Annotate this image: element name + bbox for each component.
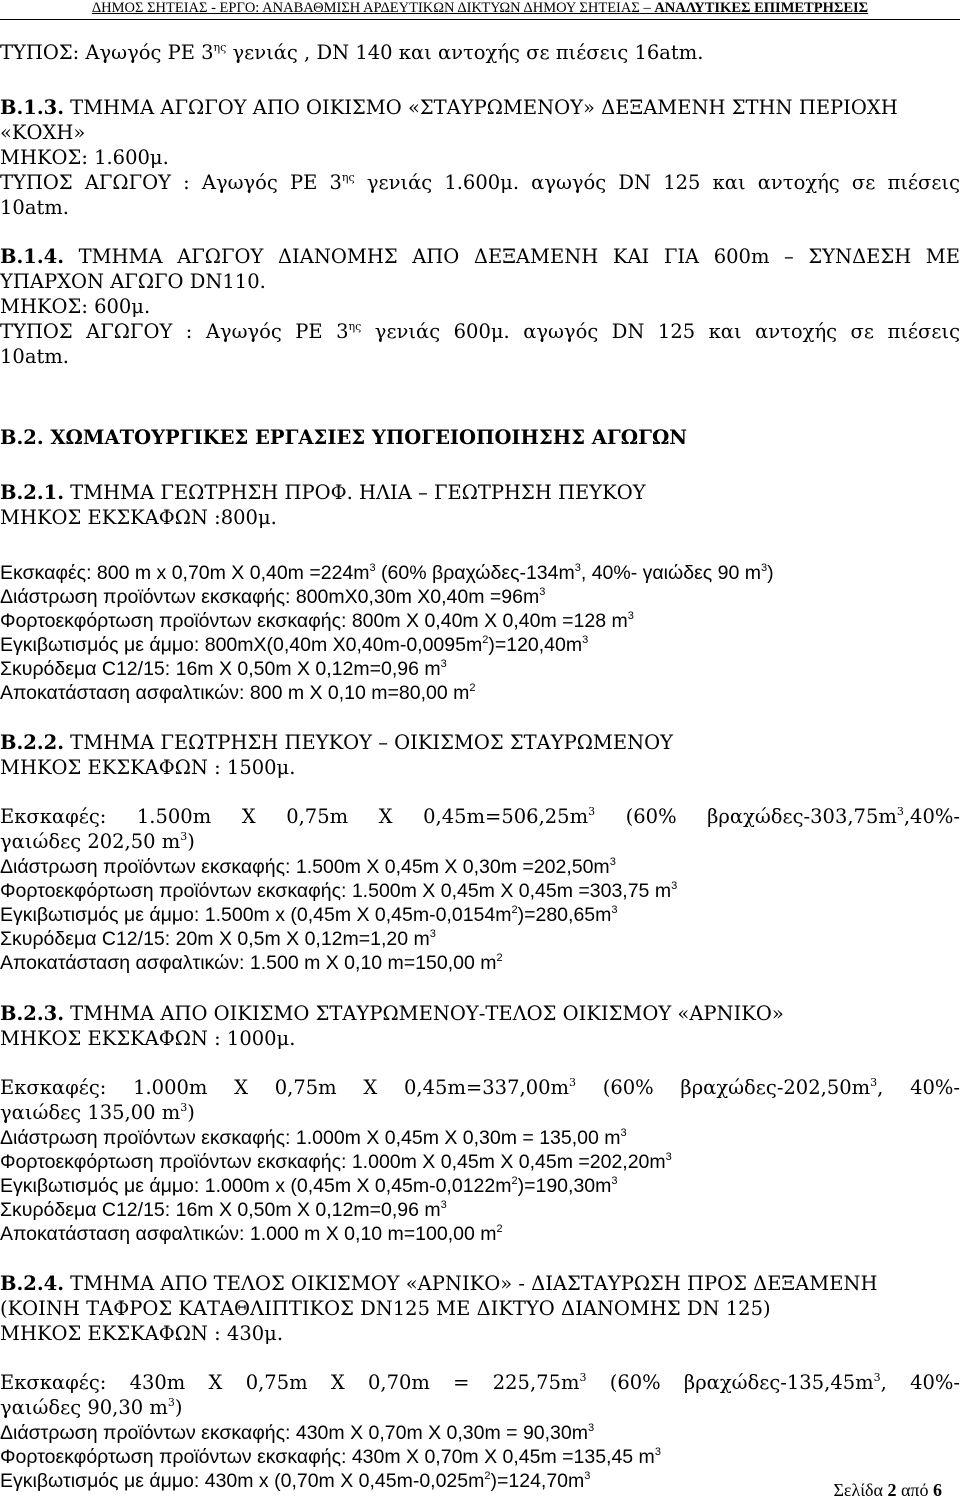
section-b24-length: ΜΗΚΟΣ ΕΚΣΚΑΦΩΝ : 430μ. [0,1322,284,1345]
section-b21-title: Β.2.1. ΤΜΗΜΑ ΓΕΩΤΡΗΣΗ ΠΡΟΦ. ΗΛΙΑ – ΓΕΩΤΡΗΣΗ ΠΕΥΚΟΥ [0,481,646,504]
b24-sand-bedding: Εγκιβωτισμός με άμμο: 430m x (0,70m X $0,45m-0,025m^2)=124,70m^3$ [0,1470,591,1492]
b23-spreading: Διάστρωση προϊόντων εκσκαφής: 1.000m X 0,45m X 0,30m = 135,00 $m^3$ [0,1127,627,1149]
b21-spreading: Διάστρωση προϊόντων εκσκαφής: 800mX0,30m $X0,40m =96m^3$ [0,586,546,608]
b23-excavation-cont: γαιώδες 135,00 $m^3$) [0,1101,195,1124]
section-b13-title: Β.1.3. ΤΜΗΜΑ ΑΓΩΓΟΥ ΑΠΟ ΟΙΚΙΣΜΟ «ΣΤΑΥΡΩΜΕΝΟΥ» ΔΕΞΑΜΕΝΗ ΣΤΗΝ ΠΕΡΙΟΧΗ [0,96,898,119]
header-project: ΕΡΓΟ: ΑΝΑΒΑΘΜΙΣΗ ΑΡΔΕΥΤΙΚΩΝ ΔΙΚΤΥΩΝ ΔΗΜΟΥ ΣΗΤΕΙΑΣ [219,0,640,16]
section-b23-title: Β.2.3. ΤΜΗΜΑ ΑΠΟ ΟΙΚΙΣΜΟ ΣΤΑΥΡΩΜΕΝΟΥ-ΤΕΛΟΣ ΟΙΚΙΣΜΟΥ «ΑΡΝΙΚΟ» [0,1002,784,1025]
section-b13-type-cont: 10atm. [0,196,69,219]
header-rule [0,19,960,20]
section-b23-length: ΜΗΚΟΣ ΕΚΣΚΑΦΩΝ : 1000μ. [0,1027,296,1050]
section-b14-title: Β.1.4. ΤΜΗΜΑ ΑΓΩΓΟΥ ΔΙΑΝΟΜΗΣ ΑΠΟ ΔΕΞΑΜΕΝΗ ΚΑΙ ΓΙΑ 600m – ΣΥΝΔΕΣΗ ΜΕ [0,245,960,268]
b23-loading: Φορτοεκφόρτωση προϊόντων εκσκαφής: 1.000m X 0,45m X $0,45m =202,20m^3$ [0,1151,672,1173]
b22-sand-bedding: Εγκιβωτισμός με άμμο: 1.500m x (0,45m X $0,45m-0,0154m^2)=280,65m^3$ [0,904,618,926]
b23-sand-bedding: Εγκιβωτισμός με άμμο: 1.000m x (0,45m X $0,45m-0,0122m^2)=190,30m^3$ [0,1175,618,1197]
b22-loading: Φορτοεκφόρτωση προϊόντων εκσκαφής: 1.500m X 0,45m X 0,45m =303,75 $m^3$ [0,880,678,902]
section-b24-title-cont: (ΚΟΙΝΗ ΤΑΦΡΟΣ ΚΑΤΑΘΛΙΠΤΙΚΟΣ DN125 ΜΕ ΔΙΚΤΥΟ ΔΙΑΝΟΜΗΣ DN 125) [0,1297,771,1320]
section-b22-length: ΜΗΚΟΣ ΕΚΣΚΑΦΩΝ : 1500μ. [0,756,296,779]
header-dash: – [639,0,655,16]
section-b14-length: ΜΗΚΟΣ: 600μ. [0,295,151,318]
section-b24-title: Β.2.4. ΤΜΗΜΑ ΑΠΟ ΤΕΛΟΣ ΟΙΚΙΣΜΟΥ «ΑΡΝΙΚΟ» - ΔΙΑΣΤΑΥΡΩΣΗ ΠΡΟΣ ΔΕΞΑΜΕΝΗ [0,1272,878,1295]
running-header [0,0,960,20]
b22-excavation-cont: γαιώδες 202,50 $m^3$) [0,830,195,853]
b21-excavation: Εκσκαφές: 800 m x 0,70m X $0,40m =224m^3$ (60% βραχώδες-$134m^3$, 40%- γαιώδες 90 $m^3$) [0,562,774,584]
pipe-type-line: ΤΥΠΟΣ: Αγωγός PE $3^{\eta\varsigma}$ γενιάς , DN 140 και αντοχής σε πιέσεις 16atm. [0,41,704,64]
b22-spreading: Διάστρωση προϊόντων εκσκαφής: 1.500m X 0,45m X $0,30m =202,50m^3$ [0,856,616,878]
b23-concrete: Σκυρόδεμα C12/15: 16m X 0,50m X 0,12m=0,96 $m^3$ [0,1199,447,1221]
b23-excavation: Εκσκαφές: 1.000m X 0,75m X $0,45m=337,00m^3$ (60% βραχώδες-$202,50m^3$, 40%- [0,1076,960,1099]
b24-excavation-cont: γαιώδες 90,30 $m^3$) [0,1396,183,1419]
b22-asphalt: Αποκατάσταση ασφαλτικών: 1.500 m X 0,10 m=150,00 $m^2$ [0,952,503,974]
b24-spreading: Διάστρωση προϊόντων εκσκαφής: 430m X 0,70m X $0,30m = 90,30m^3$ [0,1422,595,1444]
b21-sand-bedding: Εγκιβωτισμός με άμμο: 800mX(0,40m $X0,40m-0,0095m^2)=120,40m^3$ [0,634,589,656]
section-b13-length: ΜΗΚΟΣ: 1.600μ. [0,146,169,169]
section-b21-length: ΜΗΚΟΣ ΕΚΣΚΑΦΩΝ :800μ. [0,506,277,529]
b22-excavation: Εκσκαφές: 1.500m X 0,75m X $0,45m=506,25m^3$ (60% βραχώδες-$303,75m^3,40\%-$ [0,805,960,828]
section-b14-type-cont: 10atm. [0,345,69,368]
section-b22-title: Β.2.2. ΤΜΗΜΑ ΓΕΩΤΡΗΣΗ ΠΕΥΚΟΥ – ΟΙΚΙΣΜΟΣ ΣΤΑΥΡΩΜΕΝΟΥ [0,731,673,754]
section-b13-title-cont: «ΚΟΧΗ» [0,121,86,144]
header-prefix: ΔΗΜΟΣ ΣΗΤΕΙΑΣ - [91,0,220,16]
b22-concrete: Σκυρόδεμα C12/15: 20m X 0,5m X 0,12m=1,20 $m^3$ [0,928,436,950]
section-b13-type: ΤΥΠΟΣ ΑΓΩΓΟΥ : Αγωγός PE $3^{\eta\varsigma}$ γενιάς 1.600μ. αγωγός DN 125 και αντοχής σε πιέσεις [0,171,960,194]
b23-asphalt: Αποκατάσταση ασφαλτικών: 1.000 m X 0,10 m=100,00 $m^2$ [0,1223,503,1245]
section-b14-title-cont: ΥΠΑΡΧΟΝ ΑΓΩΓΟ DN110. [0,270,266,293]
section-b14-type: ΤΥΠΟΣ ΑΓΩΓΟΥ : Αγωγός PE $3^{\eta\varsigma}$ γενιάς 600μ. αγωγός DN 125 και αντοχής σε πιέσεις [0,320,960,343]
header-section: ΑΝΑΛΥΤΙΚΕΣ ΕΠΙΜΕΤΡΗΣΕΙΣ [654,0,869,16]
b24-excavation: Εκσκαφές: 430m X 0,75m X $0,70m = 225,75m^3$ (60% βραχώδες-$135,45m^3$, 40%- [0,1371,960,1394]
section-b2-heading: Β.2. ΧΩΜΑΤΟΥΡΓΙΚΕΣ ΕΡΓΑΣΙΕΣ ΥΠΟΓΕΙΟΠΟΙΗΣΗΣ ΑΓΩΓΩΝ [0,426,688,449]
b21-asphalt: Αποκατάσταση ασφαλτικών: 800 m X 0,10 m=80,00 $m^2$ [0,682,476,704]
page-number: Σελίδα 2 από 6 [833,1480,942,1500]
b24-loading: Φορτοεκφόρτωση προϊόντων εκσκαφής: 430m X 0,70m X 0,45m =135,45 $m^3$ [0,1446,661,1468]
b21-loading: Φορτοεκφόρτωση προϊόντων εκσκαφής: 800m X 0,40m X 0,40m =128 $m^3$ [0,610,634,632]
b21-concrete: Σκυρόδεμα C12/15: 16m X 0,50m X 0,12m=0,96 $m^3$ [0,658,447,680]
